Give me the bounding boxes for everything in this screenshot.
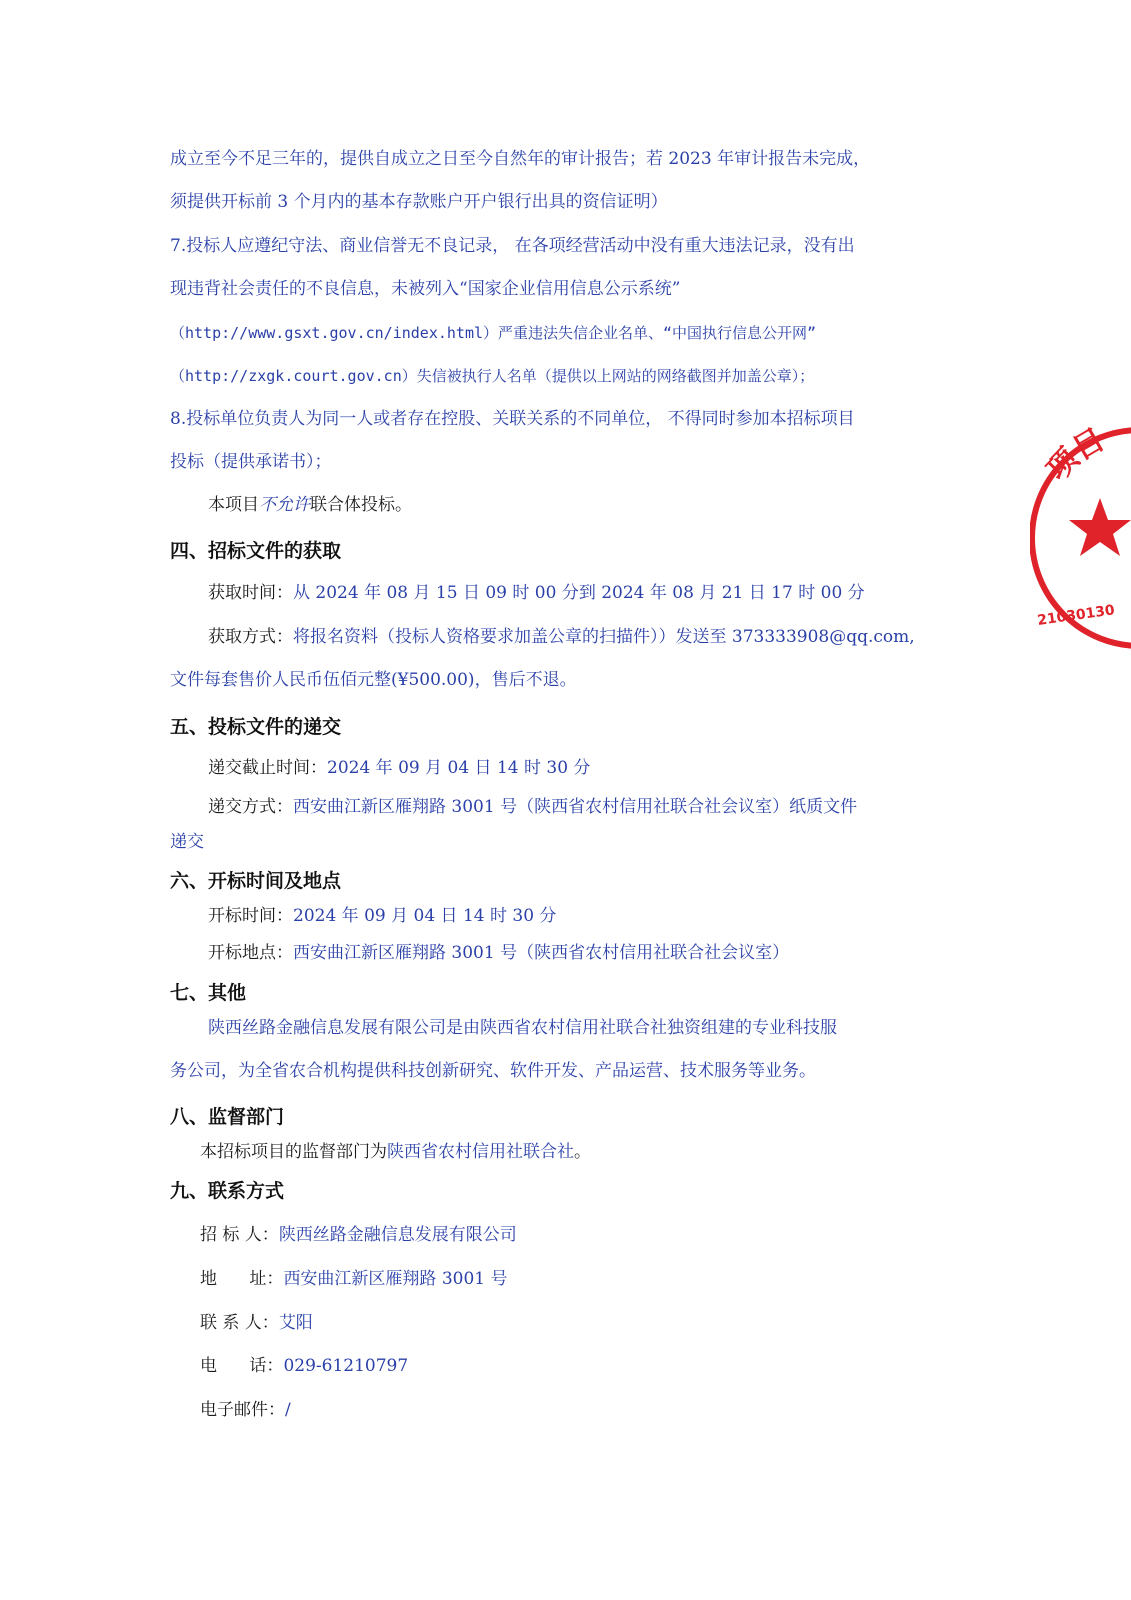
submit-method [208, 796, 1008, 818]
paragraph-line: 须提供开标前 3 个月内的基本存款账户开户银行出具的资信证明） [170, 192, 668, 212]
contact-person [200, 1308, 313, 1333]
contact-tenderer-value: 陕西丝路金融信息发展有限公司 [278, 1225, 517, 1245]
submit-method-cont: 递交 [170, 832, 204, 852]
contact-phone-label: 电 话： [200, 1356, 284, 1376]
section-heading-contact: 九、联系方式 [170, 1180, 285, 1202]
seal-top-text: 项目 [1040, 422, 1111, 488]
paragraph-line: 成立至今不足三年的，提供自成立之日至今自然年的审计报告；若 2023 年审计报告未完成， [170, 149, 871, 169]
acquire-time [208, 582, 1008, 604]
opening-place-label: 开标地点： [208, 943, 293, 963]
paragraph-line: （http://www.gsxt.gov.cn/index.html）严重违法失信企业名单、“中国执行信息公开网” [170, 324, 817, 342]
opening-time [208, 905, 1008, 927]
contact-phone [200, 1351, 408, 1376]
consortium-value: 不允许 [259, 495, 310, 515]
supervision-value: 陕西省农村信用社联合社 [387, 1142, 574, 1162]
acquire-method-value: 将报名资料（投标人资格要求加盖公章的扫描件））发送至 373333908@qq.com, [293, 627, 915, 647]
submit-method-value: 西安曲江新区雁翔路 3001 号（陕西省农村信用社联合社会议室）纸质文件 [293, 797, 858, 817]
other-line: 务公司，为全省农合机构提供科技创新研究、软件开发、产品运营、技术服务等业务。 [170, 1061, 816, 1081]
paragraph-line: （http://zxgk.court.gov.cn）失信被执行人名单（提供以上网站的网络截图并加盖公章）； [170, 367, 815, 385]
submit-deadline-value: 2024 年 09 月 04 日 14 时 30 分 [327, 758, 591, 778]
opening-place [208, 942, 1008, 964]
section-heading-opening: 六、开标时间及地点 [170, 870, 342, 892]
supervision-statement [200, 1141, 1000, 1163]
section-heading-supervision: 八、监督部门 [170, 1106, 285, 1128]
contact-email-label: 电子邮件： [200, 1400, 285, 1420]
acquire-price: 文件每套售价人民币伍佰元整(¥500.00)，售后不退。 [170, 670, 577, 690]
supervision-pre: 本招标项目的监督部门为 [200, 1142, 387, 1162]
opening-time-value: 2024 年 09 月 04 日 14 时 30 分 [293, 906, 557, 926]
seal-graphic [1030, 420, 1131, 650]
acquire-method-label: 获取方式： [208, 627, 293, 647]
submit-deadline-label: 递交截止时间： [208, 758, 327, 778]
contact-person-value: 艾阳 [278, 1313, 313, 1333]
supervision-post: 。 [574, 1142, 591, 1162]
contact-tenderer-label: 招 标 人： [200, 1225, 279, 1245]
submit-method-label: 递交方式： [208, 797, 293, 817]
opening-place-value: 西安曲江新区雁翔路 3001 号（陕西省农村信用社联合社会议室） [293, 943, 790, 963]
contact-address-label: 地 址： [200, 1269, 284, 1289]
contact-address [200, 1264, 508, 1289]
paragraph-line: 投标（提供承诺书）； [170, 452, 332, 472]
section-heading-acquire: 四、招标文件的获取 [170, 540, 342, 562]
other-line: 陕西丝路金融信息发展有限公司是由陕西省农村信用社联合社独资组建的专业科技服 [208, 1018, 837, 1038]
acquire-time-value: 从 2024 年 08 月 15 日 09 时 00 分到 2024 年 08 月 21 日 17 时 00 分 [293, 583, 865, 603]
contact-address-value: 西安曲江新区雁翔路 3001 号 [283, 1269, 508, 1289]
acquire-method [208, 626, 1008, 648]
paragraph-line: 现违背社会责任的不良信息，未被列入“国家企业信用信息公示系统” [170, 279, 681, 299]
opening-time-label: 开标时间： [208, 906, 293, 926]
contact-email-value: / [285, 1400, 291, 1420]
company-seal [1030, 420, 1131, 650]
paragraph-line: 7.投标人应遵纪守法、商业信誉无不良记录， 在各项经营活动中没有重大违法记录，没有出 [170, 236, 855, 256]
contact-person-label: 联 系 人： [200, 1313, 279, 1333]
seal-bottom-text: 21030130 [1036, 602, 1116, 629]
seal-star-icon [1069, 498, 1131, 556]
contact-email [200, 1395, 291, 1420]
acquire-time-label: 获取时间： [208, 583, 293, 603]
section-heading-submit: 五、投标文件的递交 [170, 716, 342, 738]
paragraph-line: 8.投标单位负责人为同一人或者存在控股、关联关系的不同单位， 不得同时参加本招标项目 [170, 409, 855, 429]
consortium-post: 联合体投标。 [310, 495, 412, 515]
submit-deadline [208, 757, 1008, 779]
section-heading-other: 七、其他 [170, 982, 247, 1004]
consortium-pre: 本项目 [208, 495, 259, 515]
contact-tenderer [200, 1220, 517, 1245]
consortium-statement [208, 494, 1008, 516]
contact-phone-value: 029-61210797 [283, 1356, 409, 1376]
